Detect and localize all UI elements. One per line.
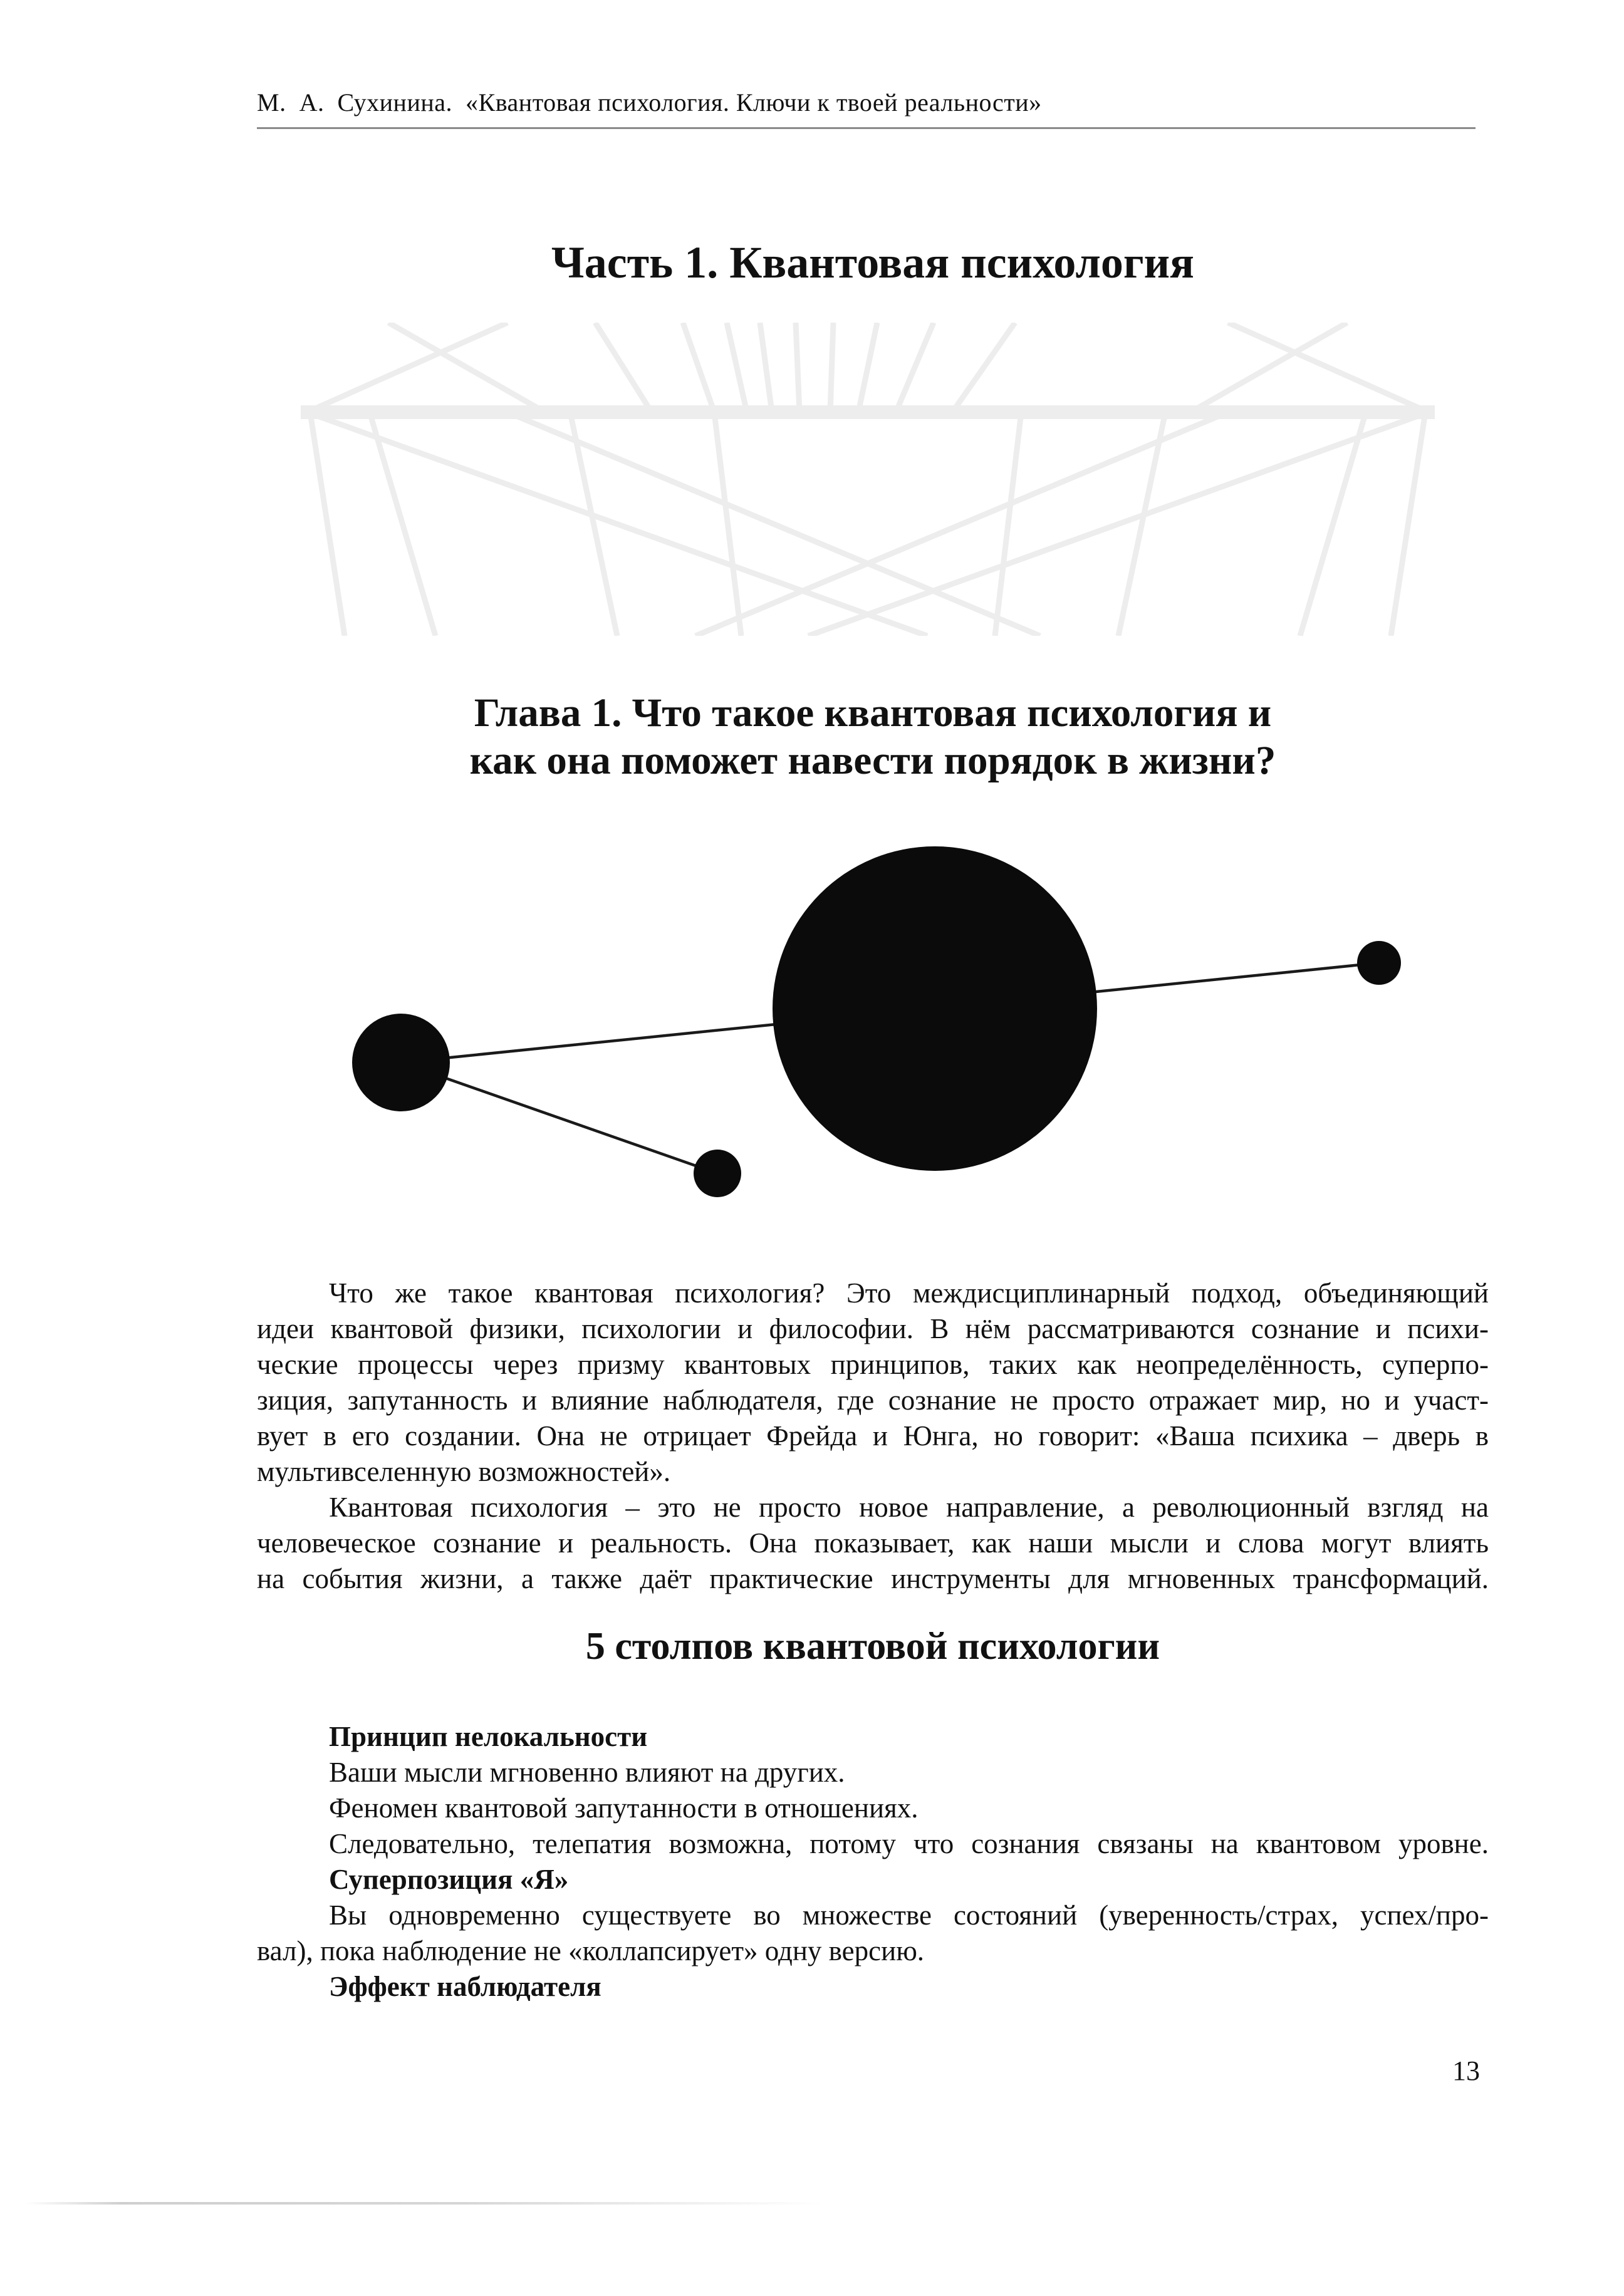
pillar-line: Следовательно, телепатия возможна, потому что сознания связаны на квантовом уровне. <box>329 1828 1489 1859</box>
diamond-wireframe-decoration <box>301 323 1435 636</box>
small-particle-circle-bottom <box>694 1150 741 1197</box>
footer-faint-line <box>25 2202 824 2205</box>
paragraph-line: Что же такое квантовая психология? Это междисциплинарный подход, объединяющий <box>329 1277 1489 1309</box>
body-text <box>257 1275 1489 1597</box>
paragraph-line: зиция, запутанность и влияние наблюдателя, где сознание не просто отражает мир, но и участ- <box>257 1384 1489 1416</box>
pillar-heading: Эффект наблюдателя <box>329 1971 601 2002</box>
page-number: 13 <box>1452 2055 1480 2086</box>
pillar-line: вал), пока наблюдение не «коллапсирует» одну версию. <box>257 1935 925 1966</box>
medium-particle-circle <box>352 1014 450 1111</box>
paragraph-line: на события жизни, а также даёт практические инструменты для мгновенных трансформаций. <box>257 1563 1489 1594</box>
paragraph-line: Квантовая психология – это не просто новое направление, а революционный взгляд на <box>329 1492 1489 1523</box>
pillar-line: Феномен квантовой запутанности в отношениях. <box>329 1792 919 1824</box>
running-title: М. А. Сухинина. «Квантовая психология. Ключи к твоей реальности» <box>257 88 1042 117</box>
small-particle-circle-right <box>1357 941 1401 985</box>
pillar-line: Ваши мысли мгновенно влияют на других. <box>329 1757 845 1788</box>
paragraph-line: человеческое сознание и реальность. Она показывает, как наши мысли и слова могут влиять <box>257 1527 1489 1559</box>
bond-line-down <box>401 1062 717 1173</box>
chapter-title <box>257 689 1489 784</box>
paragraph-line: мультивселенную возможностей». <box>257 1456 671 1487</box>
paragraph-line: вует в его создании. Она не отрицает Фрейда и Юнга, но говорит: «Ваша психика – дверь в <box>257 1420 1489 1452</box>
pillar-heading: Суперпозиция «Я» <box>329 1864 569 1895</box>
molecule-illustration <box>351 808 1429 1234</box>
chapter-title-line-2: как она поможет навести порядок в жизни? <box>469 738 1276 783</box>
large-nucleus-circle <box>773 846 1097 1171</box>
header-rule <box>257 127 1476 129</box>
paragraph-line: ческие процессы через призму квантовых принципов, таких как неопределённость, суперпо- <box>257 1349 1489 1380</box>
paragraph-line: идеи квантовой физики, психологии и философии. В нём рассматриваются сознание и психи- <box>257 1313 1489 1344</box>
part-title: Часть 1. Квантовая психология <box>551 237 1195 288</box>
pillar-line: Вы одновременно существуете во множестве состояний (уверенность/страх, успех/про- <box>329 1899 1489 1931</box>
pillars-text <box>257 1719 1489 2005</box>
pillar-heading: Принцип нелокальности <box>329 1721 648 1752</box>
section-heading: 5 столпов квантовой психологии <box>585 1625 1160 1668</box>
chapter-title-line-1: Глава 1. Что такое квантовая психология и <box>474 690 1272 735</box>
